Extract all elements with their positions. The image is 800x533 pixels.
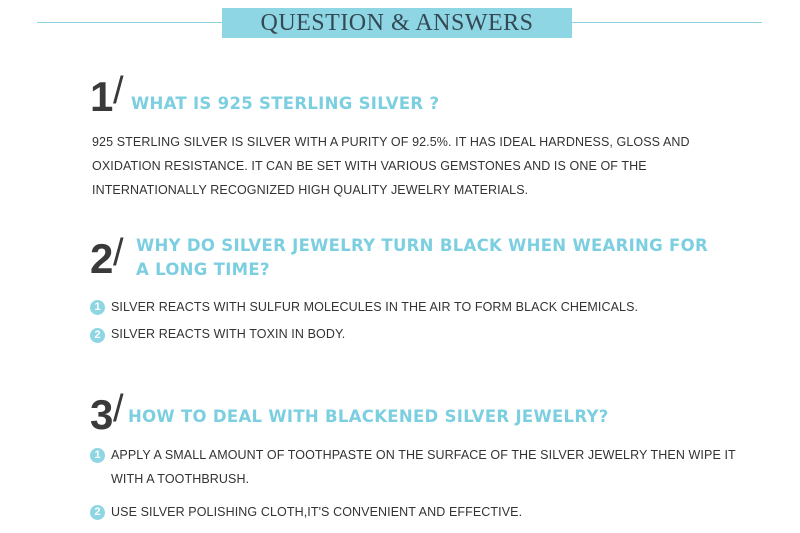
section-3-bullet-2-icon: 2 — [90, 505, 105, 520]
section-3-item-1-line-1: APPLY A SMALL AMOUNT OF TOOTHPASTE ON THE SURFACE OF THE SILVER JEWELRY THEN WIPE IT — [111, 448, 736, 462]
header-rule-right — [570, 22, 762, 23]
page-title: QUESTION & ANSWERS — [222, 8, 572, 38]
section-3-item-1-line-2: WITH A TOOTHBRUSH. — [111, 472, 250, 486]
section-1-answer-line-3: INTERNATIONALLY RECOGNIZED HIGH QUALITY JEWELRY MATERIALS. — [92, 183, 529, 197]
section-3-number: 3 — [90, 391, 114, 438]
section-3-question: HOW TO DEAL WITH BLACKENED SILVER JEWELRY? — [128, 407, 609, 426]
section-1-answer-line-1: 925 STERLING SILVER IS SILVER WITH A PURITY OF 92.5%. IT HAS IDEAL HARDNESS, GLOSS AND — [92, 135, 690, 149]
section-2-item-1: SILVER REACTS WITH SULFUR MOLECULES IN THE AIR TO FORM BLACK CHEMICALS. — [111, 300, 639, 314]
section-3-bullet-1-icon: 1 — [90, 448, 105, 463]
section-2-question-line-2: A LONG TIME? — [136, 260, 270, 279]
section-2-slash: / — [113, 232, 124, 274]
section-2-question-line-1: WHY DO SILVER JEWELRY TURN BLACK WHEN WEARING FOR — [136, 236, 708, 255]
section-1-slash: / — [113, 70, 124, 112]
section-2-bullet-1-icon: 1 — [90, 300, 105, 315]
section-2-bullet-2-icon: 2 — [90, 328, 105, 343]
section-1-question: WHAT IS 925 STERLING SILVER ? — [131, 94, 440, 113]
section-1-number: 1 — [90, 73, 114, 120]
section-2-item-2: SILVER REACTS WITH TOXIN IN BODY. — [111, 327, 346, 341]
section-1-answer-line-2: OXIDATION RESISTANCE. IT CAN BE SET WITH VARIOUS GEMSTONES AND IS ONE OF THE — [92, 159, 647, 173]
section-3-item-2: USE SILVER POLISHING CLOTH,IT'S CONVENIENT AND EFFECTIVE. — [111, 505, 523, 519]
section-2-number: 2 — [90, 235, 114, 282]
header-rule-left — [37, 22, 223, 23]
section-3-slash: / — [113, 388, 124, 430]
